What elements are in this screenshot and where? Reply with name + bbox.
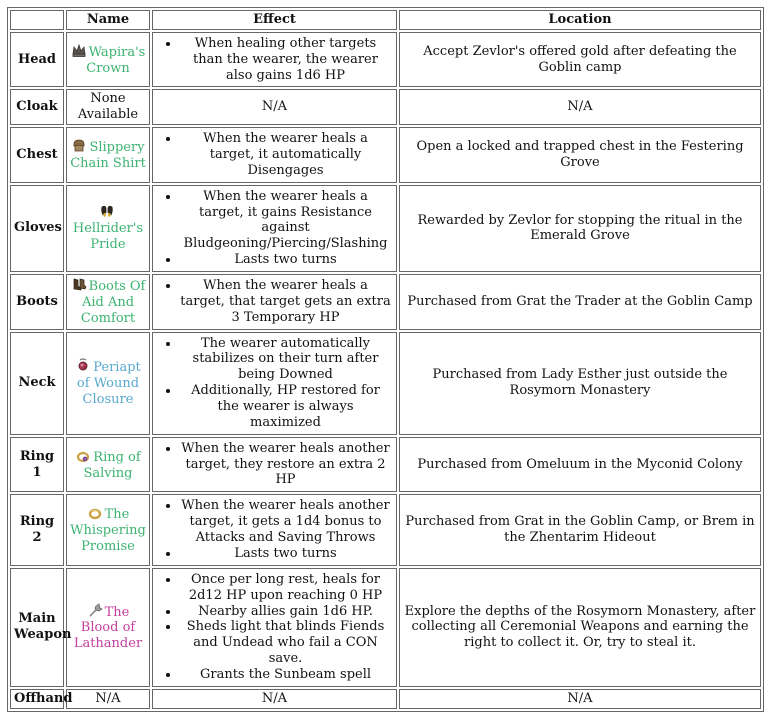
ring-gold-icon (87, 505, 103, 521)
item-name-cell (66, 332, 150, 435)
table-row (10, 32, 761, 88)
item-name-cell (66, 568, 150, 687)
item-name-cell (66, 274, 150, 330)
item-name-cell (66, 127, 150, 183)
location-cell: N/A (399, 689, 761, 709)
effect-cell: N/A (152, 89, 397, 125)
slot-label: Boots (10, 274, 64, 330)
effect-cell (152, 494, 397, 565)
effect-list (156, 572, 393, 683)
item-name-cell (66, 89, 150, 125)
item-link[interactable]: Periapt of Wound Closure (76, 360, 141, 408)
table-row (10, 689, 761, 709)
effect-list (156, 441, 393, 489)
item-link[interactable]: The Blood of Lathander (73, 604, 143, 652)
header-effect: Effect (152, 10, 397, 30)
header-location: Location (399, 10, 761, 30)
slot-label: Chest (10, 127, 64, 183)
effect-list (156, 278, 393, 326)
effect-item: • When the wearer heals a target, it automatically Disengages (180, 131, 391, 179)
header-slot (10, 10, 64, 30)
effect-item: • Grants the Sunbeam spell (180, 667, 391, 683)
mace-icon (87, 603, 103, 619)
table-row (10, 127, 761, 183)
effect-list (156, 498, 393, 561)
effect-item: • Sheds light that blinds Fiends and Undead who fail a CON save. (180, 619, 391, 667)
effect-item: • When healing other targets than the wearer, the wearer also gains 1d6 HP (180, 36, 391, 84)
effect-cell: N/A (152, 689, 397, 709)
ring-gem-icon (75, 448, 91, 464)
table-row (10, 89, 761, 125)
amulet-icon (75, 358, 91, 374)
effect-item: • When the wearer heals another target, they restore an extra 2 HP (180, 441, 391, 489)
table-row (10, 185, 761, 272)
effect-item: • Lasts two turns (180, 546, 391, 562)
location-cell: Explore the depths of the Rosymorn Monastery, after collecting all Ceremonial Weapons and earning the right to collect it. Or, try to steal it. (399, 568, 761, 687)
item-link[interactable]: Ring of Salving (83, 449, 141, 481)
effect-item: • Additionally, HP restored for the wearer is always maximized (180, 383, 391, 431)
effect-cell (152, 437, 397, 493)
equipment-table (7, 7, 764, 712)
effect-item: • Nearby allies gain 1d6 HP. (180, 604, 391, 620)
item-name-cell (66, 185, 150, 272)
effect-cell (152, 32, 397, 88)
item-name-text: None Available (77, 91, 139, 123)
effect-item: • When the wearer heals a target, it gains Resistance against Bludgeoning/Piercing/Slashing (180, 189, 391, 252)
effect-cell (152, 274, 397, 330)
effect-list (156, 336, 393, 431)
table-row (10, 274, 761, 330)
slot-label: Ring 2 (10, 494, 64, 565)
item-name-cell (66, 437, 150, 493)
effect-cell (152, 185, 397, 272)
slot-label: Main Weapon (10, 568, 64, 687)
slot-label: Offhand (10, 689, 64, 709)
item-name-cell (66, 32, 150, 88)
slot-label: Neck (10, 332, 64, 435)
item-name-cell (66, 689, 150, 709)
effect-item: • When the wearer heals another target, it gets a 1d4 bonus to Attacks and Saving Throws (180, 498, 391, 546)
item-name-text: N/A (95, 690, 121, 706)
effect-item: • Once per long rest, heals for 2d12 HP upon reaching 0 HP (180, 572, 391, 604)
effect-cell (152, 127, 397, 183)
item-name-cell (66, 494, 150, 565)
location-cell: N/A (399, 89, 761, 125)
slot-label: Cloak (10, 89, 64, 125)
location-cell: Rewarded by Zevlor for stopping the ritual in the Emerald Grove (399, 185, 761, 272)
location-cell: Open a locked and trapped chest in the Festering Grove (399, 127, 761, 183)
gloves-icon (99, 204, 115, 220)
header-row (10, 10, 761, 30)
location-cell: Purchased from Lady Esther just outside the Rosymorn Monastery (399, 332, 761, 435)
effect-cell (152, 568, 397, 687)
item-link[interactable]: Slippery Chain Shirt (70, 140, 146, 171)
crown-icon (71, 43, 87, 59)
chain-shirt-icon (71, 138, 87, 154)
slot-label: Head (10, 32, 64, 88)
item-link[interactable]: Boots Of Aid And Comfort (80, 279, 146, 326)
effect-list (156, 131, 393, 179)
effect-list (156, 189, 393, 268)
boots-icon (71, 277, 87, 293)
item-link[interactable]: Wapira's Crown (86, 44, 146, 76)
location-cell: Purchased from Grat the Trader at the Goblin Camp (399, 274, 761, 330)
location-cell: Purchased from Grat in the Goblin Camp, or Brem in the Zhentarim Hideout (399, 494, 761, 565)
table-row (10, 332, 761, 435)
header-name: Name (66, 10, 150, 30)
effect-cell (152, 332, 397, 435)
item-link[interactable]: The Whispering Promise (70, 507, 146, 554)
effect-item: • The wearer automatically stabilizes on their turn after being Downed (180, 336, 391, 384)
table-row (10, 494, 761, 565)
effect-item: • Lasts two turns (180, 252, 391, 268)
slot-label: Ring 1 (10, 437, 64, 493)
effect-list (156, 36, 393, 84)
location-cell: Purchased from Omeluum in the Myconid Colony (399, 437, 761, 493)
table-row (10, 437, 761, 493)
slot-label: Gloves (10, 185, 64, 272)
table-row (10, 568, 761, 687)
location-cell: Accept Zevlor's offered gold after defeating the Goblin camp (399, 32, 761, 88)
item-link[interactable]: Hellrider's Pride (72, 221, 144, 253)
effect-item: • When the wearer heals a target, that target gets an extra 3 Temporary HP (180, 278, 391, 326)
